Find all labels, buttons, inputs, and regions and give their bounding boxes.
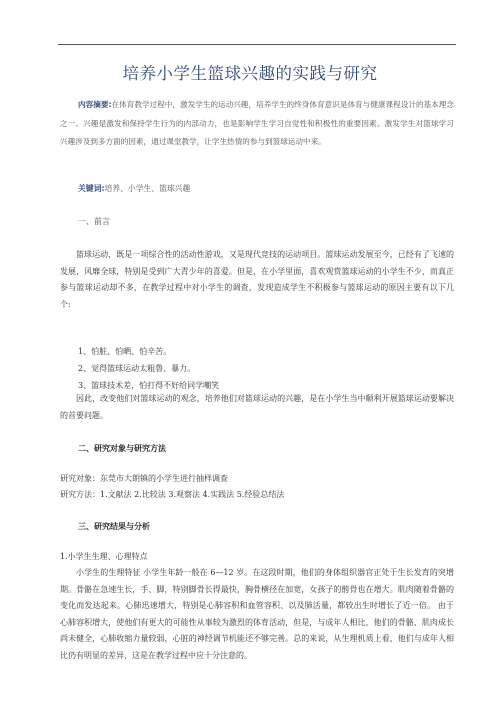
- reason-item-3: 3、篮球技术差，怕打得不好给同学嘲笑: [78, 381, 220, 390]
- keywords-text: 培养、小学生、篮球兴趣: [104, 184, 191, 193]
- reason-item-2: 2、觉得篮球运动太粗鲁、暴力。: [78, 364, 196, 373]
- section-heading-intro: 一、前言: [78, 217, 110, 226]
- research-method: 研究方法：1.文献法 2.比较法 3.观察法 4.实践法 5.经验总结法: [60, 490, 285, 499]
- keywords-label: 关键词:: [78, 184, 105, 193]
- research-object: 研究对象：东莞市大朗镇的小学生进行抽样调查: [60, 474, 228, 483]
- results-paragraph: 小学生的生理特征 小学生年龄一般在 6—12 岁。在这段时期，他们的身体组织器官正处于生长发育的突增期。骨骼在急速生长，手、脚，特别脚骨长得最快，胸骨横径在加宽，女孩子的骻骨也在增大。肌肉随着骨骼的变化而发达起来。心肺迅速增大，特别是心肺容积和血管容积、以及肺活量，都较出生时增长了近一倍。 由于心肺容积增大，使他们有更大的可能性从事较为激烈的体育活动，但是，与成年人相比，他们的骨骼、肌肉成长尚未健全，心肺收缩力量较弱，心脏的神经调节机能还不够完善。总的来说，从生理机质上看，他们与成年人相比仍有明显的差异，这是在教学过程中应十分注意的。: [60, 568, 454, 660]
- abstract: [60, 96, 454, 152]
- reason-item-1: 1、怕脏、怕晒、怕辛苦。: [78, 347, 172, 356]
- abstract-label: 内容摘要:: [78, 100, 112, 109]
- abstract-text: 在体育教学过程中，激发学生的运动兴趣，培养学生的终身体育意识是体育与健康课程设计的基本理念之一。兴趣是激发和保持学生行为的内部动力，也是影响学生学习自觉性和积极性的重要因素。激发学生对篮球学习兴趣涉及到多方面的因素，通过课堂教学，让学生热情的参与到篮球运动中来。: [60, 100, 454, 147]
- subsection-heading: 1.小学生生理、心理特点: [60, 552, 148, 561]
- section-heading-methods: 二、研究对象与研究方法: [78, 444, 166, 453]
- section-heading-results: 三、研究结果与分析: [78, 522, 150, 531]
- intro-conclusion: 因此，改变他们对篮球运动的观念，培养他们对篮球运动的兴趣，是在小学生当中顺利开展篮球运动要解决的首要问题。: [60, 394, 454, 420]
- page-title: 培养小学生篮球兴趣的实践与研究: [122, 64, 378, 83]
- keywords: [60, 180, 454, 198]
- header-rule: [58, 44, 456, 45]
- intro-paragraph: 篮球运动，既是一项综合性的活动性游戏，又是现代竞技的运动项目。篮球运动发展至今，已经有了飞速的发展，风靡全球，特别是受到广大青少年的喜爱。但是，在小学里面，喜欢观赏篮球运动的小学生不少，而真正参与篮球运动却不多，在教学过程中对小学生的调查，发现造成学生不积极参与篮球运动的原因主要有以下几个:: [60, 250, 454, 309]
